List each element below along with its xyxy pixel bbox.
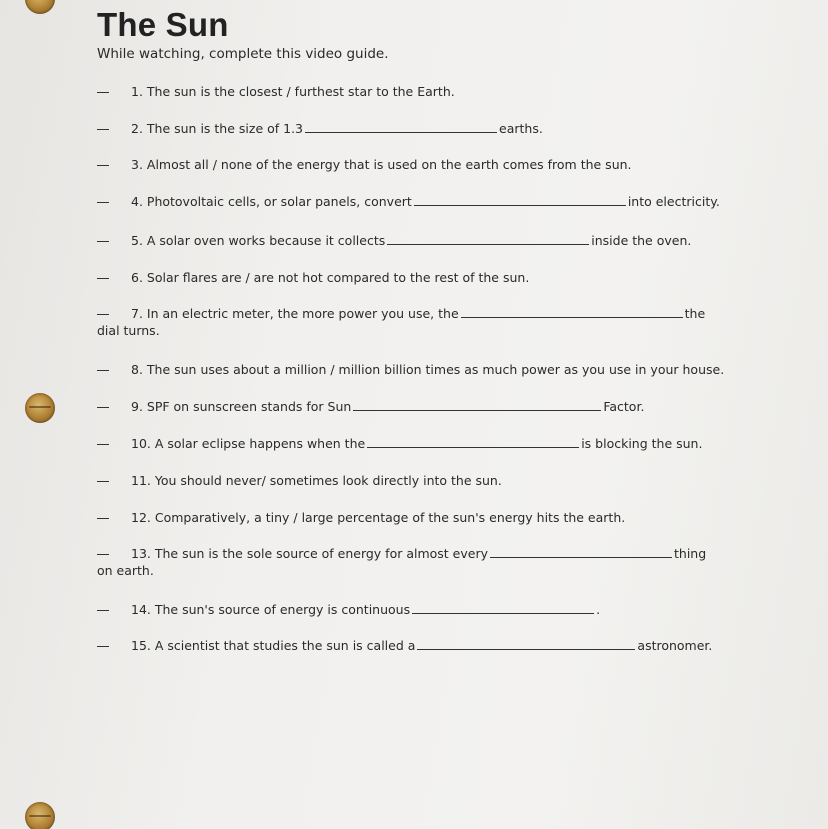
- question-continuation: on earth.: [97, 563, 154, 578]
- question-text-end: astronomer.: [637, 638, 713, 653]
- question-text: 4. Photovoltaic cells, or solar panels, convert: [131, 194, 412, 209]
- fill-in-blank[interactable]: [367, 446, 579, 448]
- binder-hole: [25, 393, 55, 423]
- question-text: 15. A scientist that studies the sun is called a: [131, 638, 416, 653]
- fill-in-blank[interactable]: [417, 648, 635, 650]
- instructions: While watching, complete this video guide.: [97, 46, 389, 62]
- fill-in-blank[interactable]: [305, 131, 497, 133]
- question-text: 8. The sun uses about a million / million billion times as much power as you use in your house.: [131, 362, 725, 377]
- fill-in-blank[interactable]: [490, 556, 672, 558]
- fill-in-blank[interactable]: [353, 409, 601, 411]
- question-text-end: is blocking the sun.: [581, 436, 703, 451]
- fill-in-blank[interactable]: [412, 612, 594, 614]
- question-text: 1. The sun is the closest / furthest star to the Earth.: [131, 84, 455, 99]
- question-text-end: the: [684, 306, 706, 321]
- answer-blank[interactable]: [97, 635, 109, 647]
- question-text: 3. Almost all / none of the energy that is used on the earth comes from the sun.: [131, 157, 632, 172]
- answer-blank[interactable]: [97, 191, 109, 203]
- question-text-end: into electricity.: [627, 194, 720, 209]
- question-text: 7. In an electric meter, the more power you use, the: [131, 306, 459, 321]
- fill-in-blank[interactable]: [414, 204, 626, 206]
- answer-blank[interactable]: [97, 267, 109, 279]
- answer-blank[interactable]: [97, 470, 109, 482]
- binder-hole: [25, 0, 55, 14]
- answer-blank[interactable]: [97, 396, 109, 408]
- fill-in-blank[interactable]: [387, 243, 589, 245]
- answer-blank[interactable]: [97, 230, 109, 242]
- answer-blank[interactable]: [97, 81, 109, 93]
- question-text: 13. The sun is the sole source of energy for almost every: [131, 546, 489, 561]
- question-text-end: inside the oven.: [591, 233, 692, 248]
- question-text: 14. The sun's source of energy is continuous: [131, 602, 411, 617]
- question-text-end: Factor.: [603, 399, 645, 414]
- question-text: 9. SPF on sunscreen stands for Sun: [131, 399, 352, 414]
- question-continuation: dial turns.: [97, 323, 160, 338]
- question-text: 10. A solar eclipse happens when the: [131, 436, 366, 451]
- answer-blank[interactable]: [97, 599, 109, 611]
- question-text-end: .: [596, 602, 601, 617]
- answer-blank[interactable]: [97, 507, 109, 519]
- question-text: 2. The sun is the size of 1.3: [131, 121, 304, 136]
- answer-blank[interactable]: [97, 154, 109, 166]
- question-text: 6. Solar flares are / are not hot compared to the rest of the sun.: [131, 270, 530, 285]
- question-text: 12. Comparatively, a tiny / large percentage of the sun's energy hits the earth.: [131, 510, 626, 525]
- answer-blank[interactable]: [97, 543, 109, 555]
- page-title: The Sun: [97, 6, 229, 43]
- question-text: 5. A solar oven works because it collects: [131, 233, 386, 248]
- question-text-end: thing: [674, 546, 707, 561]
- answer-blank[interactable]: [97, 118, 109, 130]
- answer-blank[interactable]: [97, 433, 109, 445]
- question-text-end: earths.: [499, 121, 543, 136]
- answer-blank[interactable]: [97, 303, 109, 315]
- answer-blank[interactable]: [97, 359, 109, 371]
- question-text: 11. You should never/ sometimes look directly into the sun.: [131, 473, 502, 488]
- binder-hole: [25, 802, 55, 829]
- fill-in-blank[interactable]: [461, 316, 683, 318]
